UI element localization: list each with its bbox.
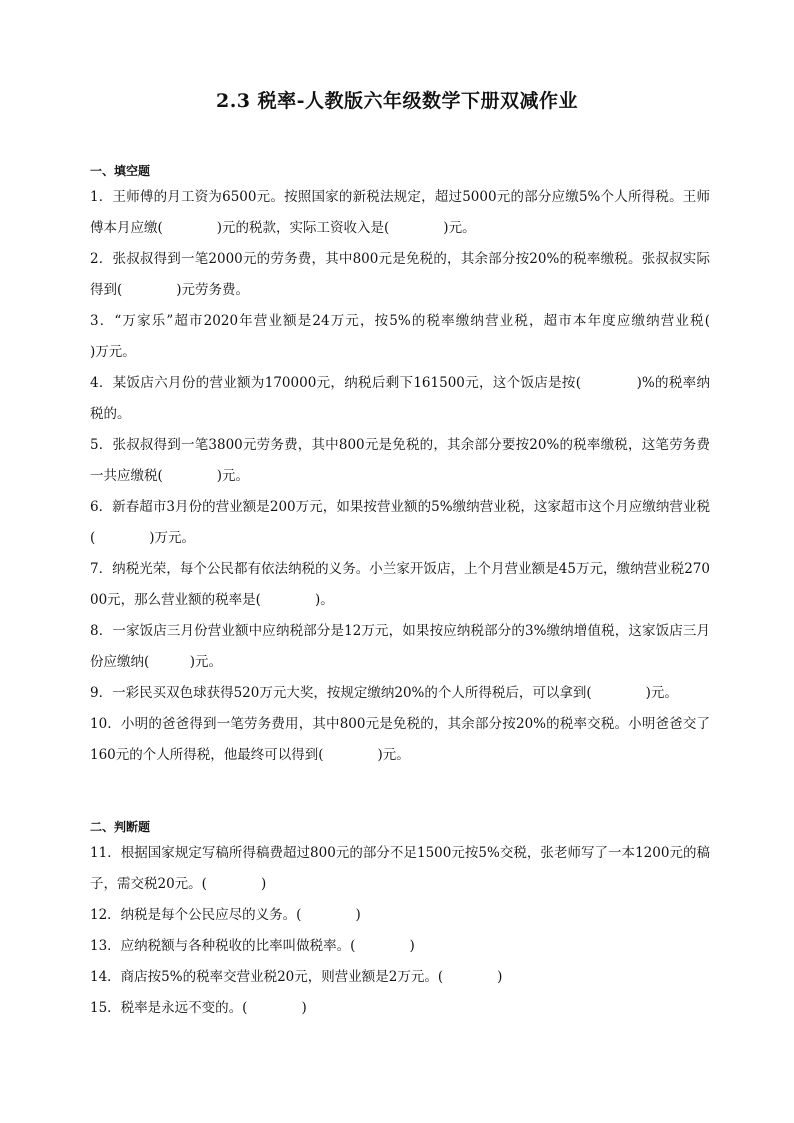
question-5: 5．张叔叔得到一笔3800元劳务费，其中800元是免税的，其余部分要按20%的税率缴税，这笔劳务费一共应缴税( )元。	[90, 437, 710, 484]
question-14: 14．商店按5%的税率交营业税20元，则营业额是2万元。( )	[90, 969, 503, 985]
question-6: 6．新春超市3月份的营业额是200万元，如果按营业额的5%缴纳营业税，这家超市这个月应缴纳营业税( )万元。	[90, 499, 710, 546]
question-12: 12．纳税是每个公民应尽的义务。( )	[90, 907, 361, 923]
section-heading: 一、填空题	[90, 164, 151, 178]
question-7: 7．纳税光荣，每个公民都有依法纳税的义务。小兰家开饭店，上个月营业额是45万元，缴纳营业税27000元，那么营业额的税率是( )。	[90, 561, 710, 608]
question-2: 2．张叔叔得到一笔2000元的劳务费，其中800元是免税的，其余部分按20%的税率缴税。张叔叔实际得到( )元劳务费。	[90, 251, 710, 298]
question-8: 8．一家饭店三月份营业额中应纳税部分是12万元，如果按应纳税部分的3%缴纳增值税，这家饭店三月份应缴纳( )元。	[90, 623, 710, 670]
question-1: 1．王师傅的月工资为6500元。按照国家的新税法规定，超过5000元的部分应缴5%个人所得税。王师傅本月应缴( )元的税款，实际工资收入是( )元。	[90, 189, 710, 236]
question-3: 3．“万家乐”超市2020年营业额是24万元，按5%的税率缴纳营业税，超市本年度应缴纳营业税( )万元。	[90, 313, 764, 360]
section-fill-in-blank	[90, 160, 764, 771]
question-11: 11．根据国家规定写稿所得稿费超过800元的部分不足1500元按5%交税，张老师写了一本1200元的稿子，需交税20元。( )	[90, 845, 710, 892]
page-title: 2.3 税率-人教版六年级数学下册双减作业	[215, 90, 579, 112]
question-15: 15．税率是永远不变的。( )	[90, 1000, 307, 1016]
question-4: 4．某饭店六月份的营业额为170000元，纳税后剩下161500元，这个饭店是按( )%的税率纳税的。	[90, 375, 710, 422]
section-heading: 二、判断题	[90, 820, 151, 834]
section-true-false	[90, 816, 710, 1024]
question-10: 10．小明的爸爸得到一笔劳务费用，其中800元是免税的，其余部分按20%的税率交税。小明爸爸交了160元的个人所得税，他最终可以得到( )元。	[90, 716, 710, 763]
question-13: 13．应纳税额与各种税收的比率叫做税率。( )	[90, 938, 415, 954]
question-9: 9．一彩民买双色球获得520万元大奖，按规定缴纳20%的个人所得税后，可以拿到( )元。	[90, 685, 678, 701]
